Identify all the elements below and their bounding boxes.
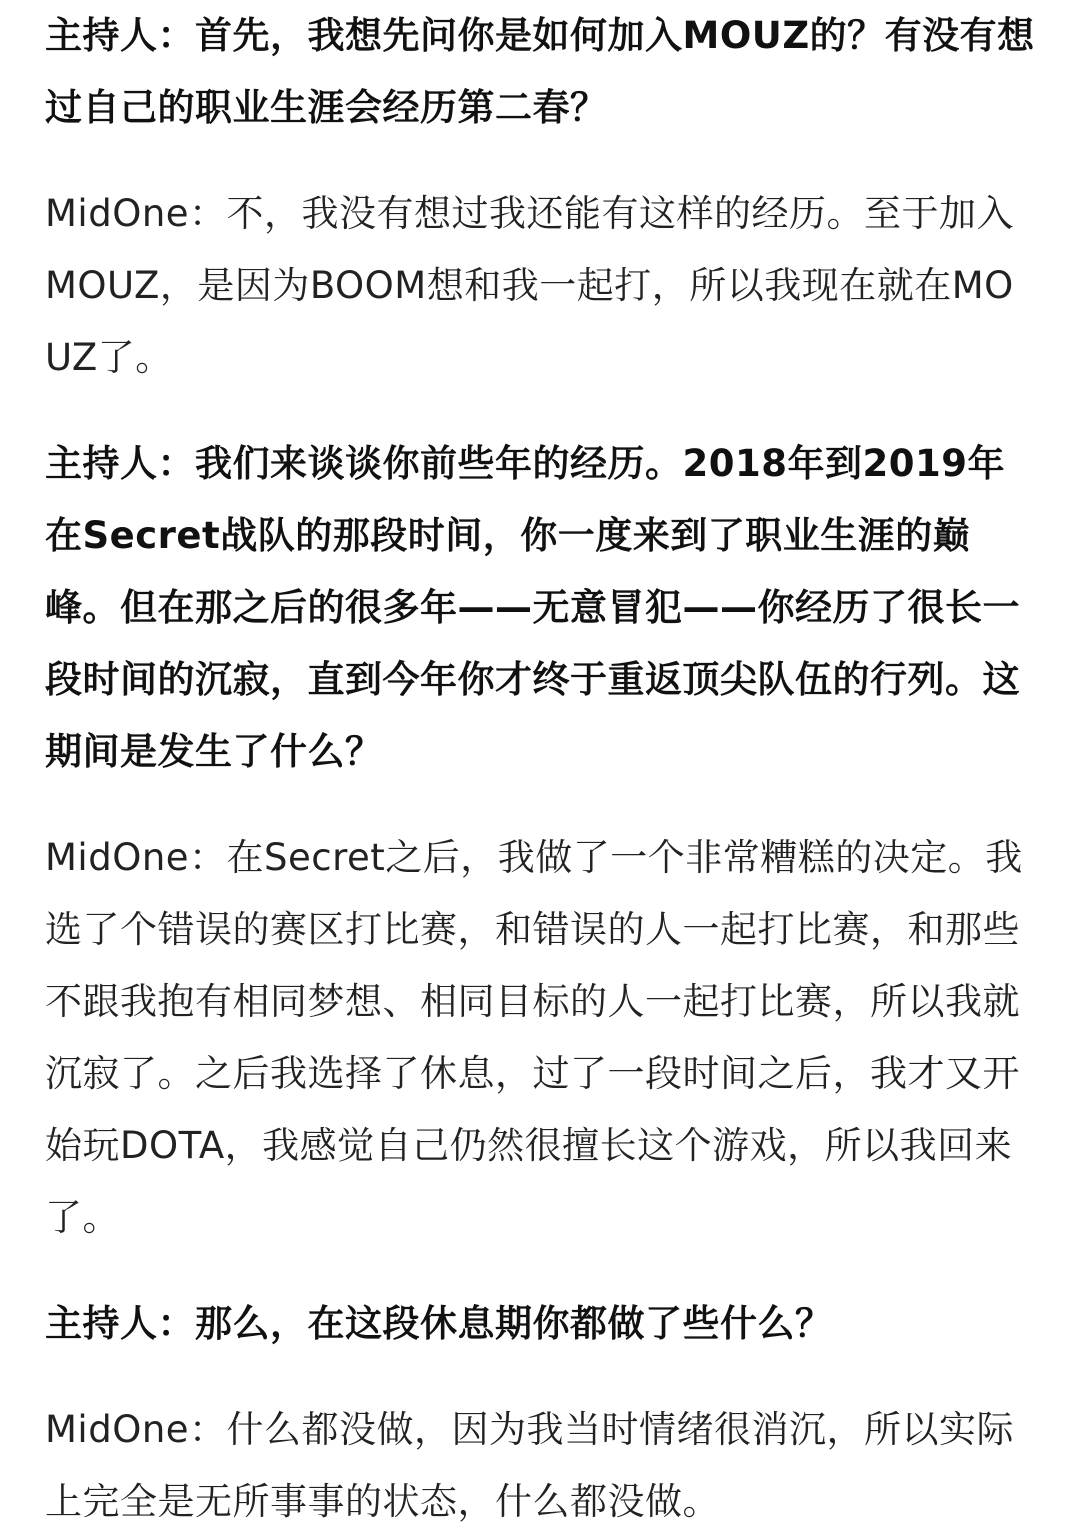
midone-answer-3: MidOne：什么都没做，因为我当时情绪很消沉，所以实际上完全是无所事事的状态，什么都没做。 — [45, 1408, 1015, 1523]
midone-answer-2: MidOne：在Secret之后，我做了一个非常糟糕的决定。我选了个错误的赛区打比赛，和错误的人一起打比赛，和那些不跟我抱有相同梦想、相同目标的人一起打比赛，所以我就沉寂了。之后我选择了休息，过了一段时间之后，我才又开始玩DOTA，我感觉自己仍然很擅长这个游戏，所以我回来了。 — [45, 836, 1023, 1239]
paragraph-spacer — [45, 1254, 1040, 1288]
paragraph-spacer — [45, 1360, 1040, 1394]
paragraph-spacer — [45, 788, 1040, 822]
host-question-1: 主持人：首先，我想先问你是如何加入MOUZ的？有没有想过自己的职业生涯会经历第二春？ — [45, 14, 1035, 129]
host-question-3: 主持人：那么，在这段休息期你都做了些什么？ — [45, 1302, 833, 1345]
midone-answer-1: MidOne：不，我没有想过我还能有这样的经历。至于加入MOUZ，是因为BOOM想和我一起打，所以我现在就在MOUZ了。 — [45, 192, 1015, 379]
host-question-2: 主持人：我们来谈谈你前些年的经历。2018年到2019年在Secret战队的那段时间，你一度来到了职业生涯的巅峰。但在那之后的很多年——无意冒犯——你经历了很长一段时间的沉寂，直到今年你才终于重返顶尖队伍的行列。这期间是发生了什么？ — [45, 442, 1020, 773]
paragraph-spacer — [45, 144, 1040, 178]
paragraph-spacer — [45, 394, 1040, 428]
